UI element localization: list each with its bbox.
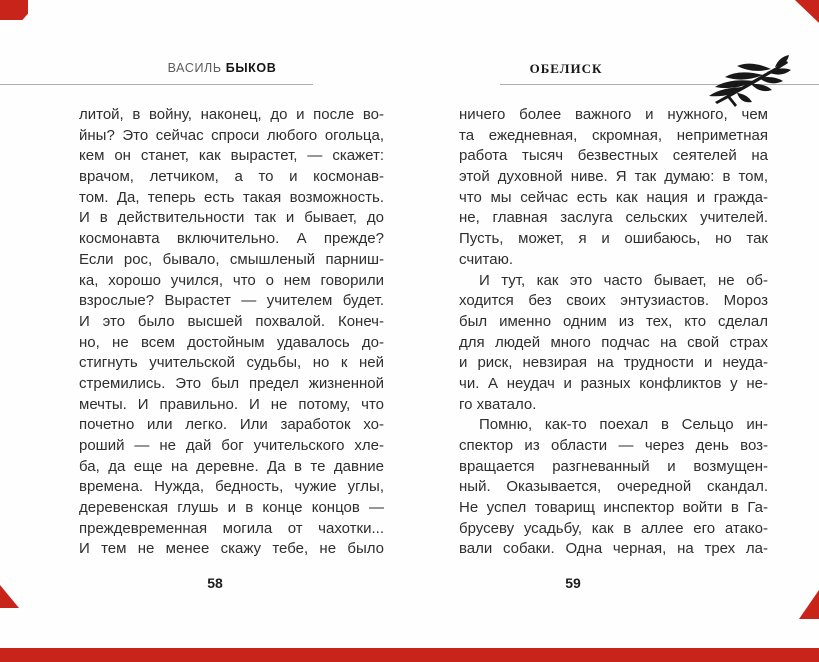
cover-corner-bottom-right — [799, 590, 819, 619]
text-line: врачом, летчиком, а то и космонав- — [79, 168, 384, 186]
text-line: чи. А неудач и разных конфликтов у не- — [459, 374, 768, 392]
running-head-title: ОБЕЛИСК — [529, 61, 603, 76]
text-line: спектор из области — через день воз- — [459, 437, 768, 454]
text-line: го хватало. — [459, 395, 537, 413]
text-line: кем он станет, как вырастет, — скажет: — [79, 147, 384, 165]
author-first-name: ВАСИЛЬ — [167, 61, 222, 75]
text-line: считаю. — [459, 250, 513, 268]
text-line: И тут, как это часто бывает, не об- — [479, 271, 768, 289]
text-line: ка, хорошо учился, что о нем говорили — [79, 271, 384, 289]
text-line: роший — не дай бог учительского хле- — [79, 437, 384, 454]
text-line: Не успел товарищ инспектор войти в Га- — [459, 499, 768, 517]
author-last-name: БЫКОВ — [225, 61, 277, 75]
text-line: стигнуть учительской судьбы, но к ней — [79, 354, 384, 372]
text-line: литой, в войну, наконец, до и после во- — [79, 106, 384, 123]
text-line: вращается разгневанный и возмущен- — [459, 457, 768, 475]
text-line: И в действительности так и бывает, до — [79, 209, 384, 227]
header-rule-left — [0, 84, 313, 85]
text-line: почетно или легко. Или заработок хо- — [79, 416, 384, 434]
text-line: был именно одним из тех, кто сделал — [459, 312, 768, 330]
text-line: йны? Это сейчас спроси любого огольца, — [79, 126, 384, 144]
text-line: этой духовной ниве. Я так думаю: в том, — [459, 168, 768, 186]
page-number-right: 59 — [565, 575, 581, 591]
text-line: И это было высшей похвалой. Конеч- — [79, 312, 384, 330]
text-line: вали собаки. Одна черная, на трех ла- — [459, 540, 768, 558]
text-line: ный. Оказывается, очередной скандал. — [459, 478, 768, 496]
running-head-author — [168, 61, 277, 75]
text-line: Если рос, бывало, смышленый парниш- — [79, 250, 384, 268]
text-line: стремились. Это был предел жизненной — [79, 374, 384, 392]
text-line: но, не всем достойным удавалось до- — [79, 333, 384, 351]
text-line: космонавта включительно. А прежде? — [79, 230, 384, 248]
text-line: ходится без своих энтузиастов. Мороз — [459, 292, 768, 310]
text-line: мечты. И правильно. И не потому, что — [79, 395, 384, 413]
text-line: та ежедневная, скромная, неприметная — [459, 126, 768, 144]
text-line: Помню, как-то поехал в Сельцо ин- — [479, 416, 768, 434]
text-column-left — [79, 105, 384, 560]
text-line: том. Да, теперь есть такая возможность. — [79, 188, 384, 206]
text-line: преждевременная могила от чахотки... — [79, 519, 384, 537]
cover-bottom-edge — [0, 648, 819, 662]
cover-corner-bottom-left — [0, 585, 19, 608]
text-line: и риск, невзирая на трудности и неуда- — [459, 354, 768, 372]
text-column-right — [459, 105, 768, 560]
text-line: ба, да еще на деревне. Да в те давние — [79, 457, 384, 475]
text-line: брусеву усадьбу, как в аллее его атако- — [459, 519, 768, 537]
text-line: времена. Нужда, бедность, чужие углы, — [79, 478, 384, 496]
laurel-branch-icon — [697, 55, 791, 109]
text-line: для людей много подчас на свой страх — [459, 333, 768, 351]
cover-corner-top-left — [0, 0, 28, 20]
text-line: И тем не менее скажу тебе, не было — [79, 540, 384, 558]
cover-corner-top-right — [791, 0, 819, 23]
text-line: работа тысяч безвестных сеятелей на — [459, 147, 768, 165]
text-line: не, главная заслуга сельских учителей. — [459, 209, 768, 227]
text-line: что мы сейчас есть как нация и гражда- — [459, 188, 768, 206]
text-line: ничего более важного и нужного, чем — [459, 106, 768, 123]
text-line: деревенская глушь и в конце концов — — [79, 499, 384, 517]
text-line: Пусть, может, я и ошибаюсь, но так — [459, 230, 768, 248]
page-number-left: 58 — [207, 575, 223, 591]
text-line: взрослые? Вырастет — учителем будет. — [79, 292, 384, 310]
